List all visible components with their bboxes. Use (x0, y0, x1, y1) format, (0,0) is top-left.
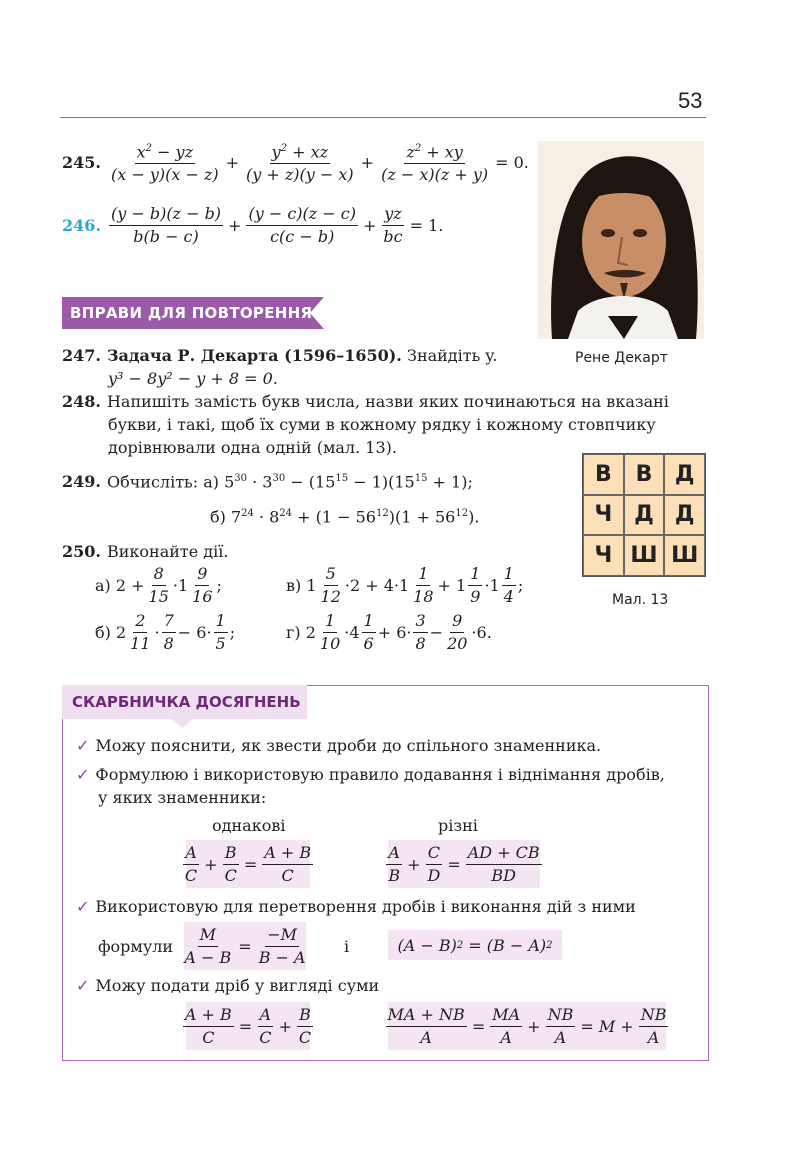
fraction: $\frac{y^2 + xz}{(y + z)(y - x)}$ (244, 140, 356, 184)
problem-number: 246. (62, 216, 101, 235)
problem-250-b: б) 2 2 11 · 7 8 − 6· 1 5 ; (95, 611, 236, 653)
problem-250-a: а) 2 + 8 15 ·1 9 16 ; (95, 564, 222, 606)
achievement-text: Можу подати дріб у вигляді суми (95, 976, 380, 995)
achievement-4 (76, 975, 379, 997)
formulas-label: формули (98, 937, 174, 956)
problem-250-label: Виконайте дії. (106, 542, 229, 561)
problem-249-label: Обчисліть: (106, 472, 199, 492)
achievement-1 (76, 735, 601, 757)
check-icon: ✓ (76, 736, 90, 755)
problem-246: 246. (y − b)(z − b) b(b − c) + $\frac{(y - c)(z - c)}{c(c - b)}$ + $\frac{yz}{bc}$ = 1. (62, 204, 444, 246)
problem-245: 245. $x^2$ − yz (x − y)(x − z) + $\frac{y^2 + xz}{(y + z)(y - x)}$ + $\frac{z^2 + xy}{(z - x)(z + y)}$ = 0. (62, 140, 532, 184)
problem-249-b: б) $7^{24} \cdot 8^{24} + (1 - 56^{12})(1 + 56^{12})$. (210, 507, 480, 527)
achievement-2 (76, 764, 665, 786)
achievements-title: СКАРБНИЧКА ДОСЯГНЕНЬ (72, 693, 301, 711)
grid-cell: Ч (583, 535, 624, 576)
achievement-text: Формулюю і використовую правило додавання і віднімання дробів, (95, 765, 665, 784)
check-icon: ✓ (76, 765, 90, 784)
formula-same-denominator: A C + $\frac{B}{C}$ = $\frac{A + B}{C}$ (186, 840, 310, 888)
portrait-caption: Рене Декарт (575, 350, 668, 366)
page-number: 53 (678, 88, 703, 113)
problem-248-line: дорівнювали одна одній (мал. 13). (108, 438, 397, 457)
problem-250-v: в) 1 5 12 ·2 + 4·1 1 18 + 1 1 9 ·1 1 4 ; (286, 564, 524, 606)
fraction: $x^2$ − yz (x − y)(x − z) (109, 140, 221, 184)
formula-square-swap: (A − B) 2 = (B − A) 2 (388, 930, 562, 960)
problem-247-title: Задача Р. Декарта (1596–1650). (106, 346, 402, 365)
check-icon: ✓ (76, 976, 90, 995)
grid-cell: Ч (583, 495, 624, 536)
problem-248-line: Напишіть замість букв числа, назви яких починаються на вказані (106, 392, 669, 411)
check-icon: ✓ (76, 897, 90, 916)
descartes-portrait (538, 141, 704, 339)
achievement-2-cont: у яких знаменники: (98, 788, 267, 807)
problem-247 (62, 345, 497, 367)
grid-cell: Ш (624, 535, 665, 576)
grid-cell: В (624, 454, 665, 495)
same-denominators-label: однакові (212, 816, 286, 835)
fraction: (y − b)(z − b) b(b − c) (110, 204, 222, 246)
header-rule (60, 117, 706, 118)
problem-number: 247. (62, 346, 101, 365)
section-title: ВПРАВИ ДЛЯ ПОВТОРЕННЯ (70, 304, 313, 322)
letter-grid (582, 453, 706, 577)
achievement-text: Можу пояснити, як звести дроби до спільного знаменника. (95, 736, 602, 755)
tag-pointer (170, 718, 194, 728)
fraction: $\frac{yz}{bc}$ (383, 204, 403, 246)
different-denominators-label: різні (438, 816, 478, 835)
grid-caption: Мал. 13 (612, 592, 669, 608)
problem-number: 245. (62, 152, 101, 172)
fraction: $\frac{(y - c)(z - c)}{c(c - b)}$ (248, 204, 356, 246)
grid-cell: Д (664, 454, 705, 495)
grid-cell: Д (624, 495, 665, 536)
and-label: і (344, 937, 350, 956)
problem-247-equation: y³ − 8y² − y + 8 = 0. (108, 369, 278, 388)
fraction: $\frac{z^2 + xy}{(z - x)(z + y)}$ (379, 140, 490, 184)
grid-cell: Д (664, 495, 705, 536)
grid-cell: Ш (664, 535, 705, 576)
problem-248-line: букви, і такі, щоб їх суми в кожному рядку і кожному стовпчику (108, 415, 656, 434)
problem-249: 249. Обчисліть: а) $5^{30} \cdot 3^{30} - (15^{15} - 1)(15^{15} + 1)$; (62, 472, 473, 492)
problem-247-ask: Знайдіть y. (406, 346, 498, 365)
achievement-text: Використовую для перетворення дробів і виконання дій з ними (95, 897, 636, 916)
problem-250-g: г) 2 1 10 ·4 1 6 + 6· 3 8 − 9 20 ·6. (286, 611, 492, 653)
problem-250 (62, 541, 228, 563)
grid-cell: В (583, 454, 624, 495)
problem-248 (62, 391, 669, 413)
problem-number: 248. (62, 392, 101, 411)
achievement-3 (76, 896, 636, 918)
problem-number: 250. (62, 542, 101, 561)
formula-split-weighted: $\frac{MA + NB}{A}$ = $\frac{MA}{A}$ + $\frac{NB}{A}$ = M + $\frac{NB}{A}$ (388, 1002, 666, 1050)
formula-sign-swap: $\frac{M}{A - B}$ = $\frac{-M}{B - A}$ (184, 922, 306, 970)
problem-number: 249. (62, 472, 101, 492)
formula-split-sum: $\frac{A + B}{C}$ = $\frac{A}{C}$ + $\frac{B}{C}$ (186, 1002, 310, 1050)
formula-different-denominators: A B + $\frac{C}{D}$ = $\frac{AD + CB}{BD}$ (388, 840, 540, 888)
